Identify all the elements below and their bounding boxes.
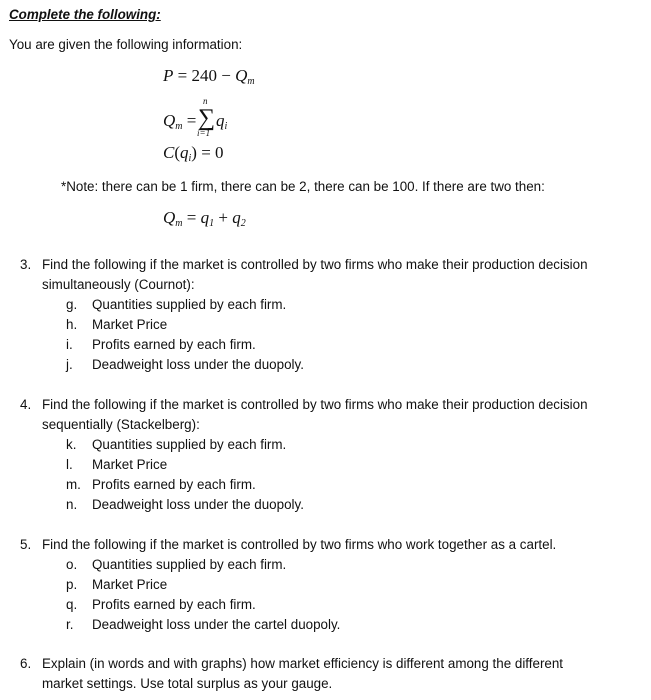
eq-two-t2: q	[232, 208, 241, 227]
eq-two-t2-sub: 2	[240, 218, 246, 229]
sigma-symbol: ∑	[198, 105, 216, 131]
sub-item-letter: p.	[66, 577, 78, 592]
sub-item-text: Deadweight loss under the duopoly.	[92, 497, 304, 512]
sub-item-letter: q.	[66, 597, 78, 612]
eq-price-const: 240	[191, 66, 217, 85]
question-text: Explain (in words and with graphs) how market efficiency is different among the different	[42, 656, 564, 671]
question-number: 4.	[20, 397, 32, 412]
eq-cost-value: 0	[215, 143, 224, 162]
sub-item-text: Quantities supplied by each firm.	[92, 297, 287, 312]
sub-item-letter: l.	[66, 457, 73, 472]
note-text: *Note: there can be 1 firm, there can be 2, there can be 100. If there are two then:	[61, 179, 545, 194]
eq-sum-upper: n	[203, 96, 208, 106]
two-firm-equation: $Q_m = q_1 + q_2$	[163, 208, 246, 229]
sub-item-letter: i.	[66, 337, 73, 352]
question-number: 3.	[20, 257, 32, 272]
sub-item-text: Quantities supplied by each firm.	[92, 557, 287, 572]
eq-sum-lhs: Q	[163, 111, 176, 130]
sub-item-text: Deadweight loss under the duopoly.	[92, 357, 304, 372]
sub-item-text: Profits earned by each firm.	[92, 477, 256, 492]
eq-sum-lhs-sub: m	[175, 121, 183, 132]
sub-item-letter: o.	[66, 557, 78, 572]
cost-equation: $C(q_i) = 0$	[163, 143, 224, 164]
eq-two-t1: q	[200, 208, 210, 227]
question-text: Find the following if the market is controlled by two firms who work together as a cartel.	[42, 537, 557, 552]
eq-sum-lhs-group: $Q_m$ =	[163, 111, 197, 132]
sub-item-letter: m.	[66, 477, 81, 492]
sub-item-text: Profits earned by each firm.	[92, 597, 256, 612]
sub-item-letter: h.	[66, 317, 78, 332]
eq-two-lhs: Q	[163, 208, 176, 227]
sub-item-text: Deadweight loss under the cartel duopoly.	[92, 617, 341, 632]
sub-item-letter: g.	[66, 297, 78, 312]
sub-item-text: Market Price	[92, 457, 168, 472]
page-title: Complete the following:	[9, 7, 161, 22]
sub-item-letter: n.	[66, 497, 78, 512]
eq-sum-term-sub: i	[224, 121, 228, 132]
eq-sum-term-group	[216, 111, 227, 132]
question-text: sequentially (Stackelberg):	[42, 417, 200, 432]
sub-item-letter: k.	[66, 437, 77, 452]
sub-item-text: Profits earned by each firm.	[92, 337, 256, 352]
eq-sum-lower: i=1	[197, 128, 211, 138]
eq-sum-term: q	[216, 111, 225, 130]
eq-cost-arg-sub: i	[188, 153, 192, 164]
sub-item-text: Market Price	[92, 317, 168, 332]
intro-text: You are given the following information:	[9, 37, 243, 52]
eq-price-sub: m	[247, 76, 255, 87]
eq-cost-arg: q	[180, 143, 189, 162]
sub-item-text: Market Price	[92, 577, 168, 592]
eq-two-t1-sub: 1	[209, 218, 215, 229]
eq-price-lhs: P	[163, 66, 174, 85]
eq-two-lhs-sub: m	[175, 218, 183, 229]
question-text: Find the following if the market is controlled by two firms who make their production decision	[42, 397, 588, 412]
question-number: 6.	[20, 656, 32, 671]
sub-item-letter: j.	[66, 357, 73, 372]
sub-item-letter: r.	[66, 617, 74, 632]
question-text: Find the following if the market is controlled by two firms who make their production decision	[42, 257, 588, 272]
price-equation: $P = 240 - Q_m$	[163, 66, 255, 87]
question-text: market settings. Use total surplus as your gauge.	[42, 676, 333, 691]
eq-price-var: Q	[235, 66, 248, 85]
sub-item-text: Quantities supplied by each firm.	[92, 437, 287, 452]
question-number: 5.	[20, 537, 32, 552]
question-text: simultaneously (Cournot):	[42, 277, 195, 292]
eq-cost-func: C	[163, 143, 175, 162]
